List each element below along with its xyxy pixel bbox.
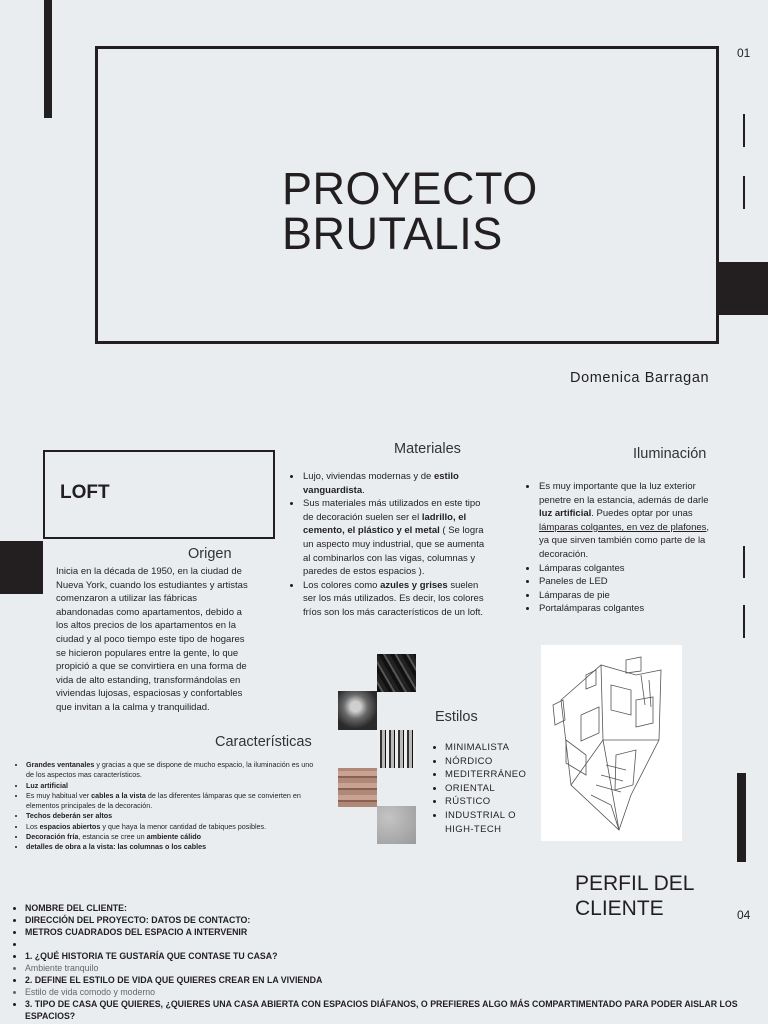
- iluminacion-item-2: • Lámparas colgantes: [538, 562, 718, 576]
- texture-image-4: [338, 768, 377, 807]
- right-tick-4: [743, 605, 745, 638]
- right-tick-2: [743, 176, 745, 209]
- cuestionario-item-4: [25, 938, 756, 950]
- cuestionario-item-7: • 2. DEFINE EL ESTILO DE VIDA QUE QUIERES CREAR EN LA VIVIENDA: [25, 974, 756, 986]
- estilos-item-6: • INDUSTRIAL O HIGH-TECH: [445, 809, 529, 836]
- iluminacion-item-5: • Portalámparas colgantes: [538, 602, 718, 616]
- caracteristicas-item-6: • Decoración fría, estancia se cree un ambiente cálido: [26, 832, 321, 842]
- materiales-item-3: • Los colores como azules y grises suelen ser los más utilizados. Es decir, los colores fríos son los más característicos de un loft.: [302, 579, 486, 620]
- estilos-heading: Estilos: [435, 709, 478, 725]
- cuestionario-list: [16, 902, 756, 1022]
- loft-heading: LOFT: [60, 482, 110, 503]
- right-tick-1: [743, 114, 745, 147]
- page-title: [282, 163, 538, 259]
- caracteristicas-item-7: • detalles de obra a la vista: las columnas o los cables: [26, 842, 321, 852]
- materiales-item-2: • Sus materiales más utilizados en este tipo de decoración suelen ser el ladrillo, el cemento, el plástico y el metal ( Se logra un aspecto muy industrial, que se aumenta al combinarlos con las vigas, columnas y paredes de estos espacios ).: [302, 497, 486, 579]
- estilos-item-5: • RÚSTICO: [445, 795, 529, 809]
- cuestionario-item-3: • METROS CUADRADOS DEL ESPACIO A INTERVENIR: [25, 926, 756, 938]
- caracteristicas-list: [17, 760, 321, 853]
- caracteristicas-item-1: • Grandes ventanales y gracias a que se dispone de mucho espacio, la iluminación es uno de los aspectos mas característicos.: [26, 760, 321, 781]
- perfil-line-2: CLIENTE: [575, 897, 664, 920]
- caracteristicas-item-2: • Luz artificial: [26, 781, 321, 791]
- iluminacion-item-1: • Es muy importante que la luz exterior penetre en la estancia, además de darle luz artificial. Puedes optar por unas lámparas colgantes, en vez de plafones, ya que sirven también como parte de la decoración.: [538, 480, 718, 562]
- origen-heading: Origen: [188, 546, 232, 562]
- texture-image-5: [377, 806, 416, 844]
- estilos-item-2: • NÓRDICO: [445, 755, 529, 769]
- cuestionario-item-8: • Estilo de vida comodo y moderno: [25, 986, 756, 998]
- cuestionario-item-5: • 1. ¿QUÉ HISTORIA TE GUSTARÍA QUE CONTASE TU CASA?: [25, 950, 756, 962]
- caracteristicas-item-3: • Es muy habitual ver cables a la vista de las diferentes lámparas que se convierten en elementos principales de la decoración.: [26, 791, 321, 812]
- cuestionario-item-1: • NOMBRE DEL CLIENTE:: [25, 902, 756, 914]
- iluminacion-heading: Iluminación: [633, 446, 707, 462]
- texture-image-1: [377, 654, 416, 692]
- page-number-bottom: 04: [737, 908, 751, 922]
- estilos-item-1: • MINIMALISTA: [445, 741, 529, 755]
- left-block-bar: [0, 541, 43, 594]
- page-number-top: 01: [737, 46, 751, 60]
- estilos-list: [434, 741, 529, 836]
- top-vertical-bar: [44, 0, 52, 118]
- iluminacion-list: [526, 480, 718, 616]
- sketch-drawing: [541, 645, 682, 841]
- materiales-heading: Materiales: [394, 441, 461, 457]
- right-block-bar: [717, 262, 768, 315]
- loft-sketch-image: [541, 645, 682, 841]
- materiales-item-1: • Lujo, viviendas modernas y de estilo vanguardista.: [302, 470, 486, 497]
- cuestionario-item-9: • 3. TIPO DE CASA QUE QUIERES, ¿QUIERES UNA CASA ABIERTA CON ESPACIOS DIÁFANOS, O PREFIERES ALGO MÁS COMPARTIMENTADO PARA PODER AISLAR LOS ESPACIOS?: [25, 998, 756, 1022]
- texture-image-3: [377, 730, 416, 768]
- cuestionario-item-2: • DIRECCIÓN DEL PROYECTO: DATOS DE CONTACTO:: [25, 914, 756, 926]
- iluminacion-item-3: • Paneles de LED: [538, 575, 718, 589]
- right-tall-bar: [737, 773, 746, 862]
- materiales-list: [290, 470, 486, 620]
- caracteristicas-heading: Características: [215, 734, 312, 750]
- author-name: Domenica Barragan: [570, 370, 710, 386]
- texture-image-2: [338, 691, 377, 730]
- perfil-line-1: PERFIL DEL: [575, 872, 695, 895]
- title-line-2: BRUTALIS: [282, 208, 503, 259]
- estilos-item-4: • ORIENTAL: [445, 782, 529, 796]
- caracteristicas-item-4: • Techos deberán ser altos: [26, 811, 321, 821]
- origen-text: Inicia en la década de 1950, en la ciudad de Nueva York, cuando los estudiantes y artistas comenzaron a utilizar las fábricas abandonadas como apartamentos, debido a los altos precios de los apartamentos en la ciudad y al poco tiempo este tipo de hogares se hicieron populares entre la gente, lo que propició a que se convirtiera en una forma de vida de alto estanding, transformándolas en viviendas lujosas, espaciosas y confortables que invitan a la calma y tranquilidad.: [56, 566, 248, 713]
- caracteristicas-item-5: • Los espacios abiertos y que haya la menor cantidad de tabiques posibles.: [26, 822, 321, 832]
- iluminacion-item-4: • Lámparas de pie: [538, 589, 718, 603]
- cuestionario-item-6: • Ambiente tranquilo: [25, 962, 756, 974]
- title-line-1: PROYECTO: [282, 163, 538, 214]
- right-tick-3: [743, 546, 745, 578]
- estilos-item-3: • MEDITERRÁNEO: [445, 768, 529, 782]
